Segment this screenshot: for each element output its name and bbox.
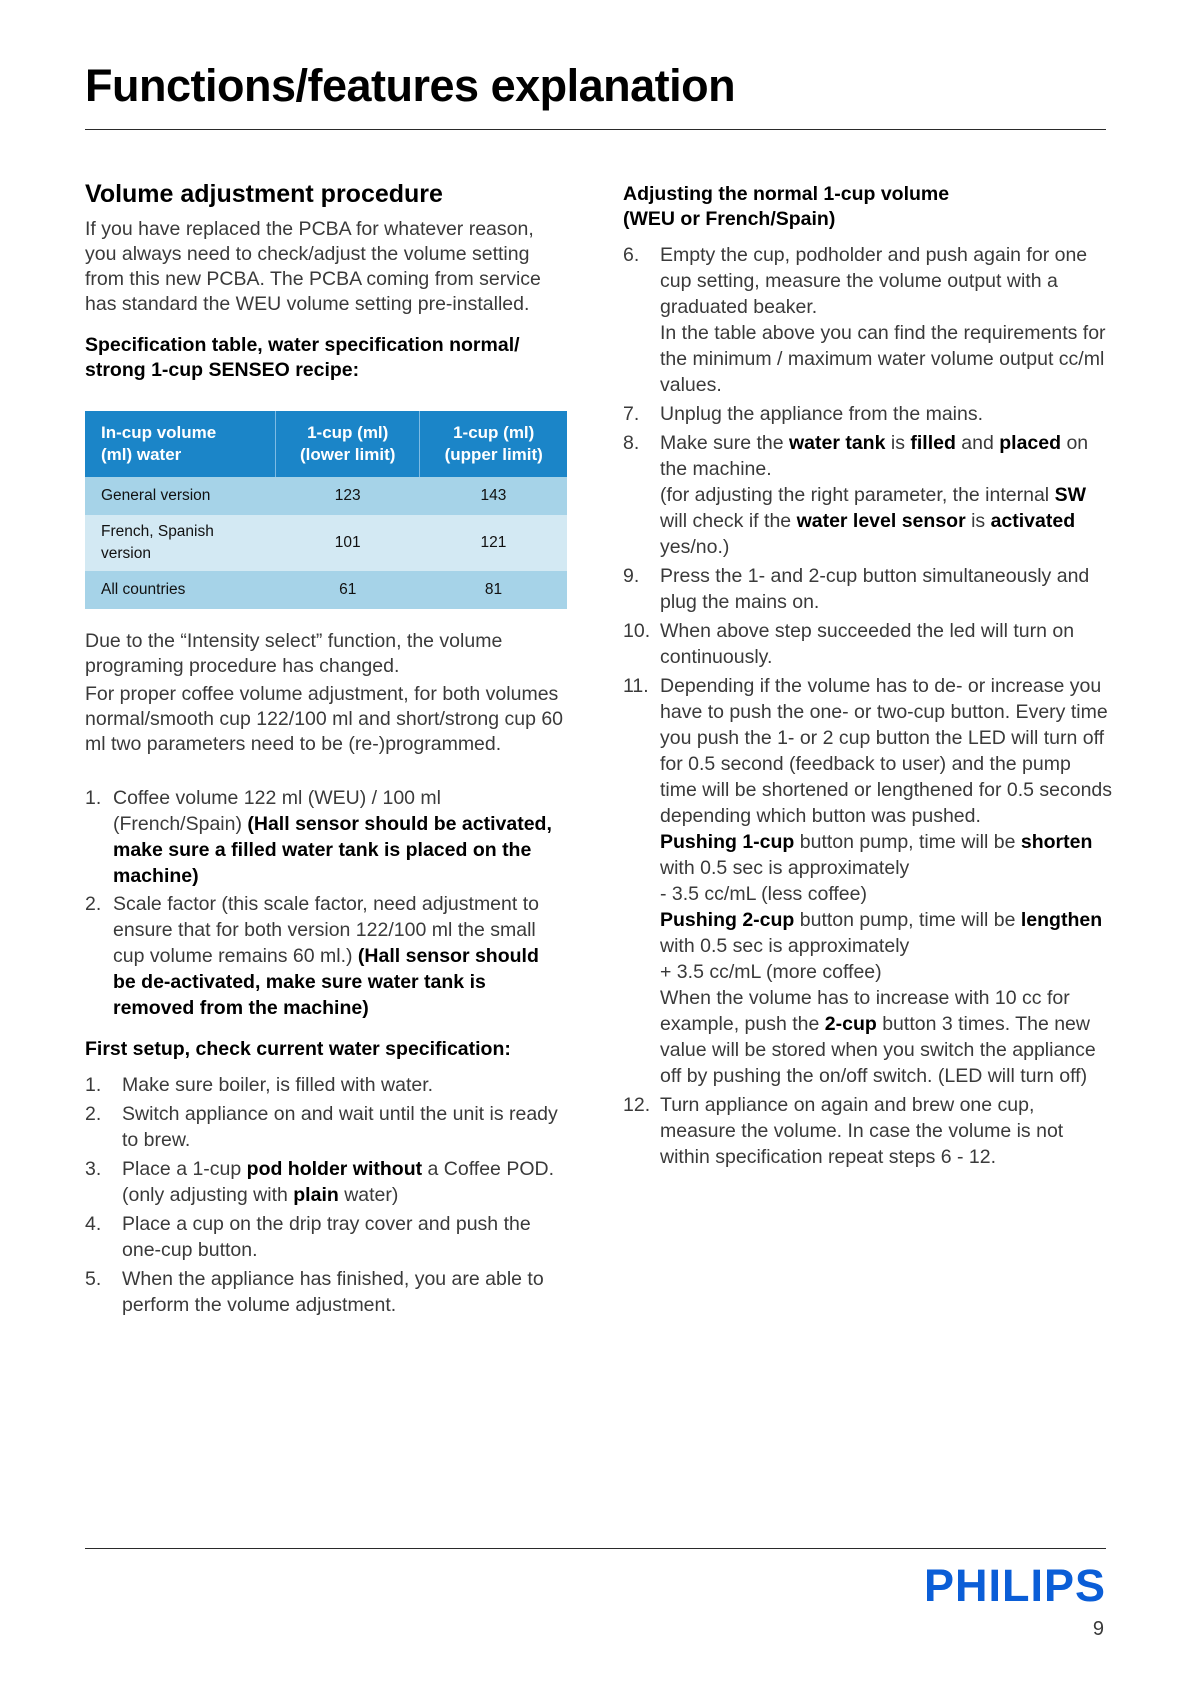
list-item: 4. Place a cup on the drip tray cover and push the one-cup button. bbox=[85, 1213, 531, 1261]
table-cell: 121 bbox=[420, 515, 567, 571]
list-item: 12. Turn appliance on again and brew one cup, measure the volume. In case the volume is not within specification repeat steps 6 - 12. bbox=[623, 1094, 1064, 1168]
table-cell: 61 bbox=[276, 571, 420, 609]
list-item: 5. When the appliance has finished, you are able to perform the volume adjustment. bbox=[85, 1268, 544, 1316]
table-header-row bbox=[85, 411, 567, 477]
table-cell: 143 bbox=[420, 477, 567, 515]
page-number: 9 bbox=[1092, 1618, 1104, 1640]
table-cell: 123 bbox=[276, 477, 420, 515]
list-item: 1. Coffee volume 122 ml (WEU) / 100 ml (French/Spain) (Hall sensor should be activated, make sure a filled water tank is placed on the machine) bbox=[85, 787, 552, 887]
list-item: 6. Empty the cup, podholder and push again for one cup setting, measure the volume output with a graduated beaker. In the table above you can find the requirements for the minimum / maximum water volume output cc/ml values. bbox=[623, 244, 1106, 396]
spec-table bbox=[85, 411, 567, 609]
table-header-cell: 1-cup (ml) (upper limit) bbox=[420, 411, 567, 477]
table-cell: All countries bbox=[85, 571, 276, 609]
page-title: Functions/features explanation bbox=[85, 60, 736, 111]
table-row bbox=[85, 571, 567, 609]
adjust-steps bbox=[623, 242, 1113, 1170]
footer-divider bbox=[85, 1548, 1106, 1549]
table-header-cell: 1-cup (ml) (lower limit) bbox=[276, 411, 420, 477]
left-column bbox=[85, 180, 567, 1318]
intensity-paragraph: Due to the “Intensity select” function, the volume programing procedure has changed. bbox=[85, 630, 503, 677]
parameter-list bbox=[85, 785, 567, 1021]
setup-heading: First setup, check current water specification: bbox=[85, 1038, 511, 1060]
list-item: 7. Unplug the appliance from the mains. bbox=[623, 403, 984, 425]
title-divider bbox=[85, 129, 1106, 130]
table-header-cell: In-cup volume (ml) water bbox=[85, 411, 276, 477]
list-item: 8. Make sure the water tank is filled and placed on the machine. (for adjusting the right parameter, the internal SW will check if the water level sensor is activated yes/no.) bbox=[623, 432, 1089, 558]
table-row bbox=[85, 477, 567, 515]
list-item: 2. Switch appliance on and wait until the unit is ready to brew. bbox=[85, 1103, 558, 1151]
list-item: 9. Press the 1- and 2-cup button simultaneously and plug the mains on. bbox=[623, 565, 1090, 613]
adjust-heading: Adjusting the normal 1-cup volume (WEU or French/Spain) bbox=[623, 183, 950, 230]
list-item: 1. Make sure boiler, is filled with water. bbox=[85, 1074, 434, 1096]
list-item: 10. When above step succeeded the led will turn on continuously. bbox=[623, 620, 1075, 668]
section-title: Volume adjustment procedure bbox=[85, 180, 443, 208]
table-cell: 101 bbox=[276, 515, 420, 571]
table-cell: French, Spanish version bbox=[85, 515, 276, 571]
list-item: 3. Place a 1-cup pod holder without a Coffee POD. (only adjusting with plain water) bbox=[85, 1158, 554, 1206]
volume-paragraph: For proper coffee volume adjustment, for both volumes normal/smooth cup 122/100 ml and short/strong cup 60 ml two parameters need to be (re-)programmed. bbox=[85, 683, 564, 755]
setup-steps bbox=[85, 1072, 567, 1318]
list-item: 11. Depending if the volume has to de- or increase you have to push the one- or two-cup button. Every time you push the 1- or 2 cup button the LED will turn off for 0.5 second (feedback to user) and the pump time will be shortened or lengthened for 0.5 seconds depending which button was pushed. Pushing 1-cup button pump, time will be shorten with 0.5 sec is approximately - 3.5 cc/mL (less coffee) Pushing 2-cup button pump, time will be lengthen with 0.5 sec is approximately + 3.5 cc/mL (more coffee) When the volume has to increase with 10 cc for example, push the 2-cup button 3 times. The new value will be stored when you switch the appliance off by pushing the on/off switch. (LED will turn off) bbox=[623, 675, 1113, 1087]
list-item: 2. Scale factor (this scale factor, need adjustment to ensure that for both version 122/100 ml the small cup volume remains 60 ml.) (Hall sensor should be de-activated, make sure water tank is removed from the machine) bbox=[85, 893, 539, 1019]
intro-paragraph: If you have replaced the PCBA for whatever reason, you always need to check/adjust the volume setting from this new PCBA. The PCBA coming from service has standard the WEU volume setting pre-installed. bbox=[85, 218, 541, 315]
right-column bbox=[623, 182, 1113, 1170]
philips-logo: PHILIPS bbox=[923, 1560, 1106, 1611]
table-cell: General version bbox=[85, 477, 276, 515]
table-cell: 81 bbox=[420, 571, 567, 609]
table-heading: Specification table, water specification normal/ strong 1-cup SENSEO recipe: bbox=[85, 334, 520, 381]
table-row bbox=[85, 515, 567, 571]
